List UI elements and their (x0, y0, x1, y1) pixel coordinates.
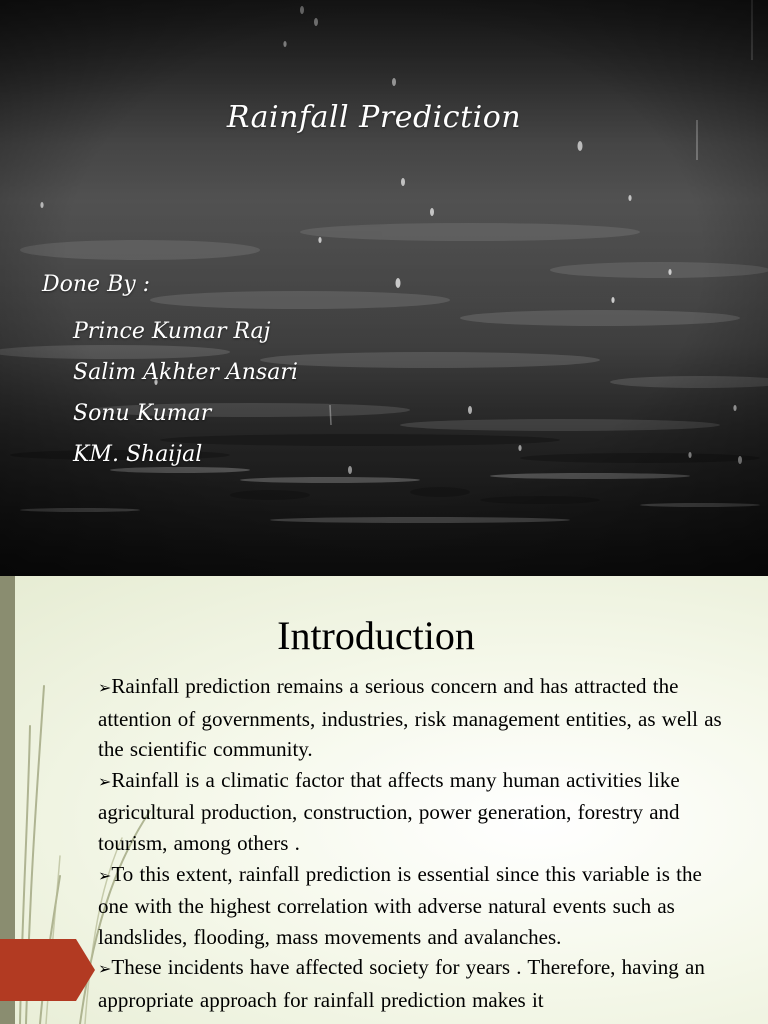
bullet-item (98, 859, 738, 953)
arrow-bullet-icon: ➢ (98, 678, 112, 697)
bullet-text: To this extent, rainfall prediction is essential since this variable is the one with the highest correlation with adverse natural events such as landslides, flooding, mass movements and avalanches. (98, 861, 702, 949)
bullet-item (98, 671, 738, 765)
author-list (73, 311, 298, 475)
author-name: KM. Shaijal (73, 442, 203, 467)
author-name: Prince Kumar Raj (73, 319, 271, 344)
done-by-label: Done By : (42, 272, 151, 297)
bullet-item (98, 952, 738, 1015)
author-name: Salim Akhter Ansari (73, 360, 298, 385)
arrow-bullet-icon: ➢ (98, 771, 112, 791)
presentation-title: Rainfall Prediction (226, 100, 522, 135)
slide-heading: Introduction (277, 613, 475, 658)
bullet-list (98, 671, 738, 1016)
bullet-text: Rainfall is a climatic factor that affects many human activities like agricultural production, construction, power generation, forestry and tourism, among others . (98, 767, 680, 855)
bullet-text: These incidents have affected society for years . Therefore, having an appropriate approach for rainfall prediction makes it (98, 955, 705, 1012)
bullet-item (98, 765, 738, 859)
red-accent-tab (0, 939, 95, 1001)
bullet-text: Rainfall prediction remains a serious concern and has attracted the attention of governments, industries, risk management entities, as well as the scientific community. (98, 674, 722, 762)
arrow-bullet-icon: ➢ (98, 865, 112, 885)
author-name: Sonu Kumar (73, 401, 212, 426)
arrow-bullet-icon: ➢ (98, 959, 112, 979)
introduction-slide (0, 576, 768, 1024)
